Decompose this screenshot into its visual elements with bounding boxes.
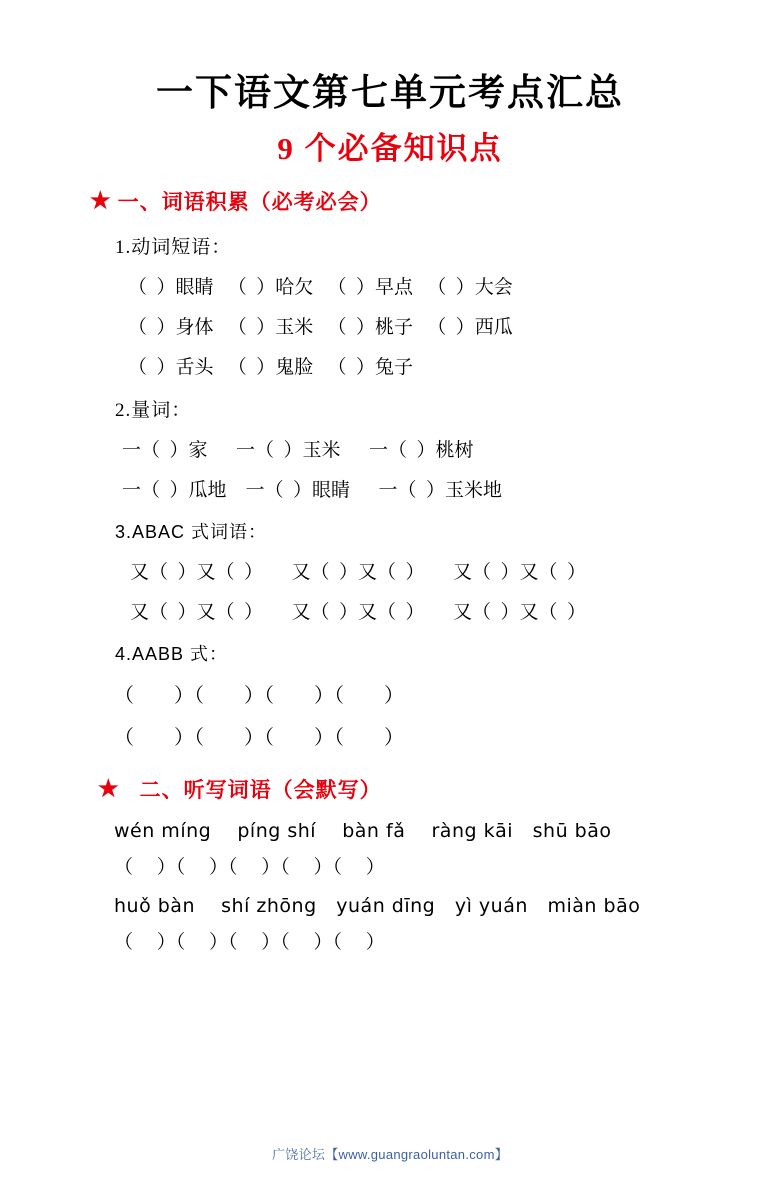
blank-row: （ ）身体 （ ）玉米 （ ）桃子 （ ）西瓜: [128, 316, 513, 338]
worksheet-page: [0, 72, 780, 1177]
blank-row: 又（ ）又（ ） 又（ ）又（ ） 又（ ）又（ ）: [130, 561, 587, 583]
section-heading-2-label: 二、听写词语（会默写）: [139, 777, 382, 802]
item-label-3: 3.ABAC 式词语：: [115, 521, 268, 542]
item-label-1: 1.动词短语：: [115, 236, 232, 258]
blank-row: 又（ ）又（ ） 又（ ）又（ ） 又（ ）又（ ）: [130, 601, 587, 623]
section-heading-2: [98, 774, 740, 804]
section-heading-1: [90, 186, 740, 216]
footer-site-name: 广饶论坛: [272, 1147, 326, 1162]
blank-row: 一（ ）瓜地 一（ ）眼睛 一（ ）玉米地: [122, 479, 503, 501]
blank-row: （ ）（ ）（ ）（ ）: [114, 726, 404, 749]
item-label-2: 2.量词：: [115, 399, 192, 421]
star-icon: ★: [90, 188, 112, 214]
footer-url: 【www.guangraoluntan.com】: [325, 1147, 508, 1162]
blank-row: （ ）眼睛 （ ）哈欠 （ ）早点 （ ）大会: [128, 276, 513, 298]
blank-row: （ ）（ ）（ ）（ ）（ ）: [114, 856, 385, 878]
section-heading-1-label: 一、词语积累（必考必会）: [117, 189, 382, 214]
page-title: 一下语文第七单元考点汇总: [156, 73, 624, 114]
footer-watermark: [0, 1144, 780, 1163]
blank-row: 一（ ）家 一（ ）玉米 一（ ）桃树: [122, 439, 474, 461]
page-subtitle: 9 个必备知识点: [277, 131, 503, 167]
star-icon: ★: [98, 776, 120, 802]
blank-row: （ ）（ ）（ ）（ ）（ ）: [114, 931, 385, 953]
blank-row: （ ）舌头 （ ）鬼脸 （ ）兔子: [128, 356, 414, 378]
pinyin-row: huǒ bàn shí zhōng yuán dīng yì yuán miàn bāo: [114, 894, 641, 917]
item-label-4: 4.AABB 式：: [115, 643, 229, 664]
pinyin-row: wén míng píng shí bàn fǎ ràng kāi shū bāo: [114, 819, 612, 842]
blank-row: （ ）（ ）（ ）（ ）: [114, 684, 404, 707]
